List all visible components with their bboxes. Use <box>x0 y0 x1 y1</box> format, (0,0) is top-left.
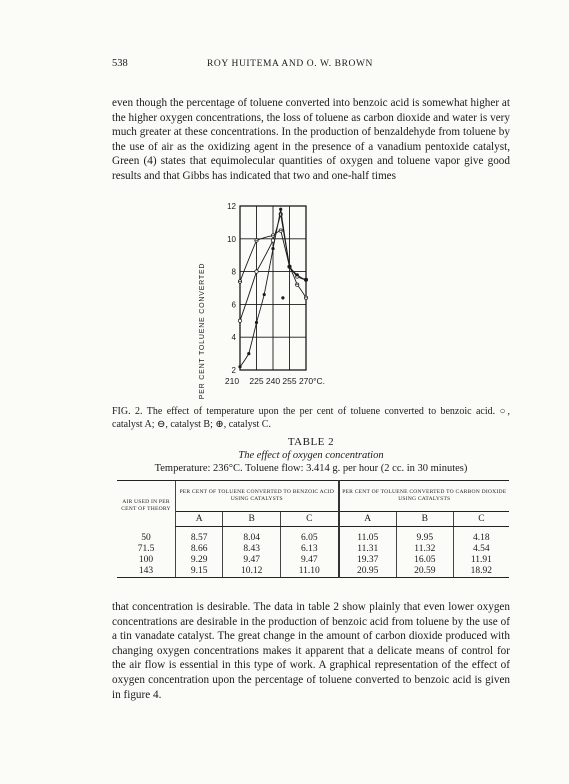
x-tick-label: 255 <box>282 376 297 386</box>
table-cell: 20.95 <box>339 566 397 578</box>
table-cell: 9.29 <box>176 555 223 566</box>
page-number: 538 <box>112 58 128 69</box>
data-point <box>279 208 282 211</box>
table-cell: 71.5 <box>137 544 155 554</box>
table-sub-header: B <box>396 512 453 527</box>
table-cell: 9.47 <box>223 555 281 566</box>
table-group-header-benzoic: PER CENT OF TOLUENE CONVERTED TO BENZOIC ACID USING CATALYSTS <box>176 481 339 512</box>
table-cell: 9.47 <box>281 555 339 566</box>
y-axis-label: PER CENT TOLUENE CONVERTED <box>199 262 206 400</box>
data-point <box>296 273 299 276</box>
table-sub-header: A <box>176 512 223 527</box>
table-group-header-co2: PER CENT OF TOLUENE CONVERTED TO CARBON DIOXIDE USING CATALYSTS <box>339 481 509 512</box>
body-paragraph-1: even though the percentage of toluene converted into benzoic acid is somewhat higher at the higher oxygen concentrations, the loss of toluene as carbon dioxide and water is very much greater at these concentrations. In the production of benzaldehyde from toluene by the use of air as the oxidizing agent in the presence of a vanadium pentoxide catalyst, Green (4) states that equimolecular quantities of oxygen and toluene vapor give good results and that Gibbs has indicated that two and one-half times <box>112 97 510 182</box>
table-cell: 6.05 <box>281 527 339 545</box>
table-cell: 50 <box>141 532 151 543</box>
x-tick-label: 210 <box>224 376 240 386</box>
x-tick-label: 225 <box>249 376 264 386</box>
x-tick-label: 270°C. <box>298 376 326 386</box>
table-row <box>117 555 509 566</box>
data-point <box>281 296 284 299</box>
table-cell: 4.18 <box>453 527 509 545</box>
table-col-header-air: AIR USED IN PER CENT OF THEORY <box>117 481 176 527</box>
running-head <box>112 58 510 72</box>
data-table <box>117 480 509 578</box>
table-cell: 11.10 <box>281 566 339 578</box>
table-cell: 16.05 <box>396 555 453 566</box>
table-row <box>117 527 509 545</box>
table-sub-header: C <box>281 512 339 527</box>
table-cell: 18.92 <box>453 566 509 578</box>
table-cell: 4.54 <box>453 544 509 555</box>
y-tick-label: 8 <box>231 267 236 277</box>
table-cell: 11.91 <box>453 555 509 566</box>
data-point <box>263 293 266 296</box>
y-tick-label: 2 <box>231 366 236 375</box>
running-head-authors: ROY HUITEMA AND O. W. BROWN <box>207 59 374 69</box>
y-tick-label: 12 <box>227 202 236 211</box>
chart-svg <box>194 196 326 400</box>
table-cell: 6.13 <box>281 544 339 555</box>
table-cell: 100 <box>138 555 154 565</box>
y-tick-label: 6 <box>231 300 236 310</box>
data-point <box>238 365 241 368</box>
table-conditions: Temperature: 236°C. Toluene flow: 3.414 g. per hour (2 cc. in 30 minutes) <box>154 463 468 474</box>
table-sub-header: A <box>339 512 397 527</box>
table-cell: 20.59 <box>396 566 453 578</box>
body-paragraph-2: that concentration is desirable. The data in table 2 show plainly that even lower oxygen concentrations are desirable in the production of benzoic acid from toluene by the use of a tin vanadate catalyst. The great change in the amount of carbon dioxide produced with changing oxygen concentrations makes it apparent that a delicate means of control for the air flow is essential in this type of work. A graphical representation of the effect of oxygen concentration upon the percentage of toluene converted to benzoic acid is given in figure 4. <box>112 601 510 701</box>
x-tick-label: 240 <box>265 376 281 386</box>
table-cell: 8.66 <box>176 544 223 555</box>
table-cell: 9.95 <box>396 527 453 545</box>
table-number: TABLE 2 <box>287 436 335 448</box>
table-cell: 8.57 <box>176 527 223 545</box>
data-point <box>304 278 307 281</box>
y-tick-label: 4 <box>231 333 236 343</box>
table-cell: 19.37 <box>339 555 397 566</box>
table-cell: 9.15 <box>176 566 223 578</box>
y-tick-label: 10 <box>227 234 236 244</box>
data-point <box>255 270 258 273</box>
figure-caption: FIG. 2. The effect of temperature upon the per cent of toluene converted to benzoic acid. ○, catalyst A; ⊖, catalyst B; ⊕, catalyst C. <box>112 406 510 430</box>
data-point <box>255 321 258 324</box>
data-point <box>271 247 274 250</box>
data-point <box>288 265 291 268</box>
table-cell: 8.43 <box>223 544 281 555</box>
table-cell: 11.05 <box>339 527 397 545</box>
table-sub-header: C <box>453 512 509 527</box>
data-point <box>238 319 241 322</box>
table-cell: 143 <box>117 566 176 578</box>
table-row <box>117 566 509 578</box>
table-cell: 10.12 <box>223 566 281 578</box>
table-cell: 11.32 <box>396 544 453 555</box>
data-point <box>247 352 250 355</box>
table-cell: 11.31 <box>339 544 397 555</box>
table-cell: 8.04 <box>223 527 281 545</box>
figure-2-chart <box>194 196 326 400</box>
table-title: The effect of oxygen concentration <box>238 450 384 461</box>
table-row <box>117 544 509 555</box>
table-sub-header: B <box>223 512 281 527</box>
